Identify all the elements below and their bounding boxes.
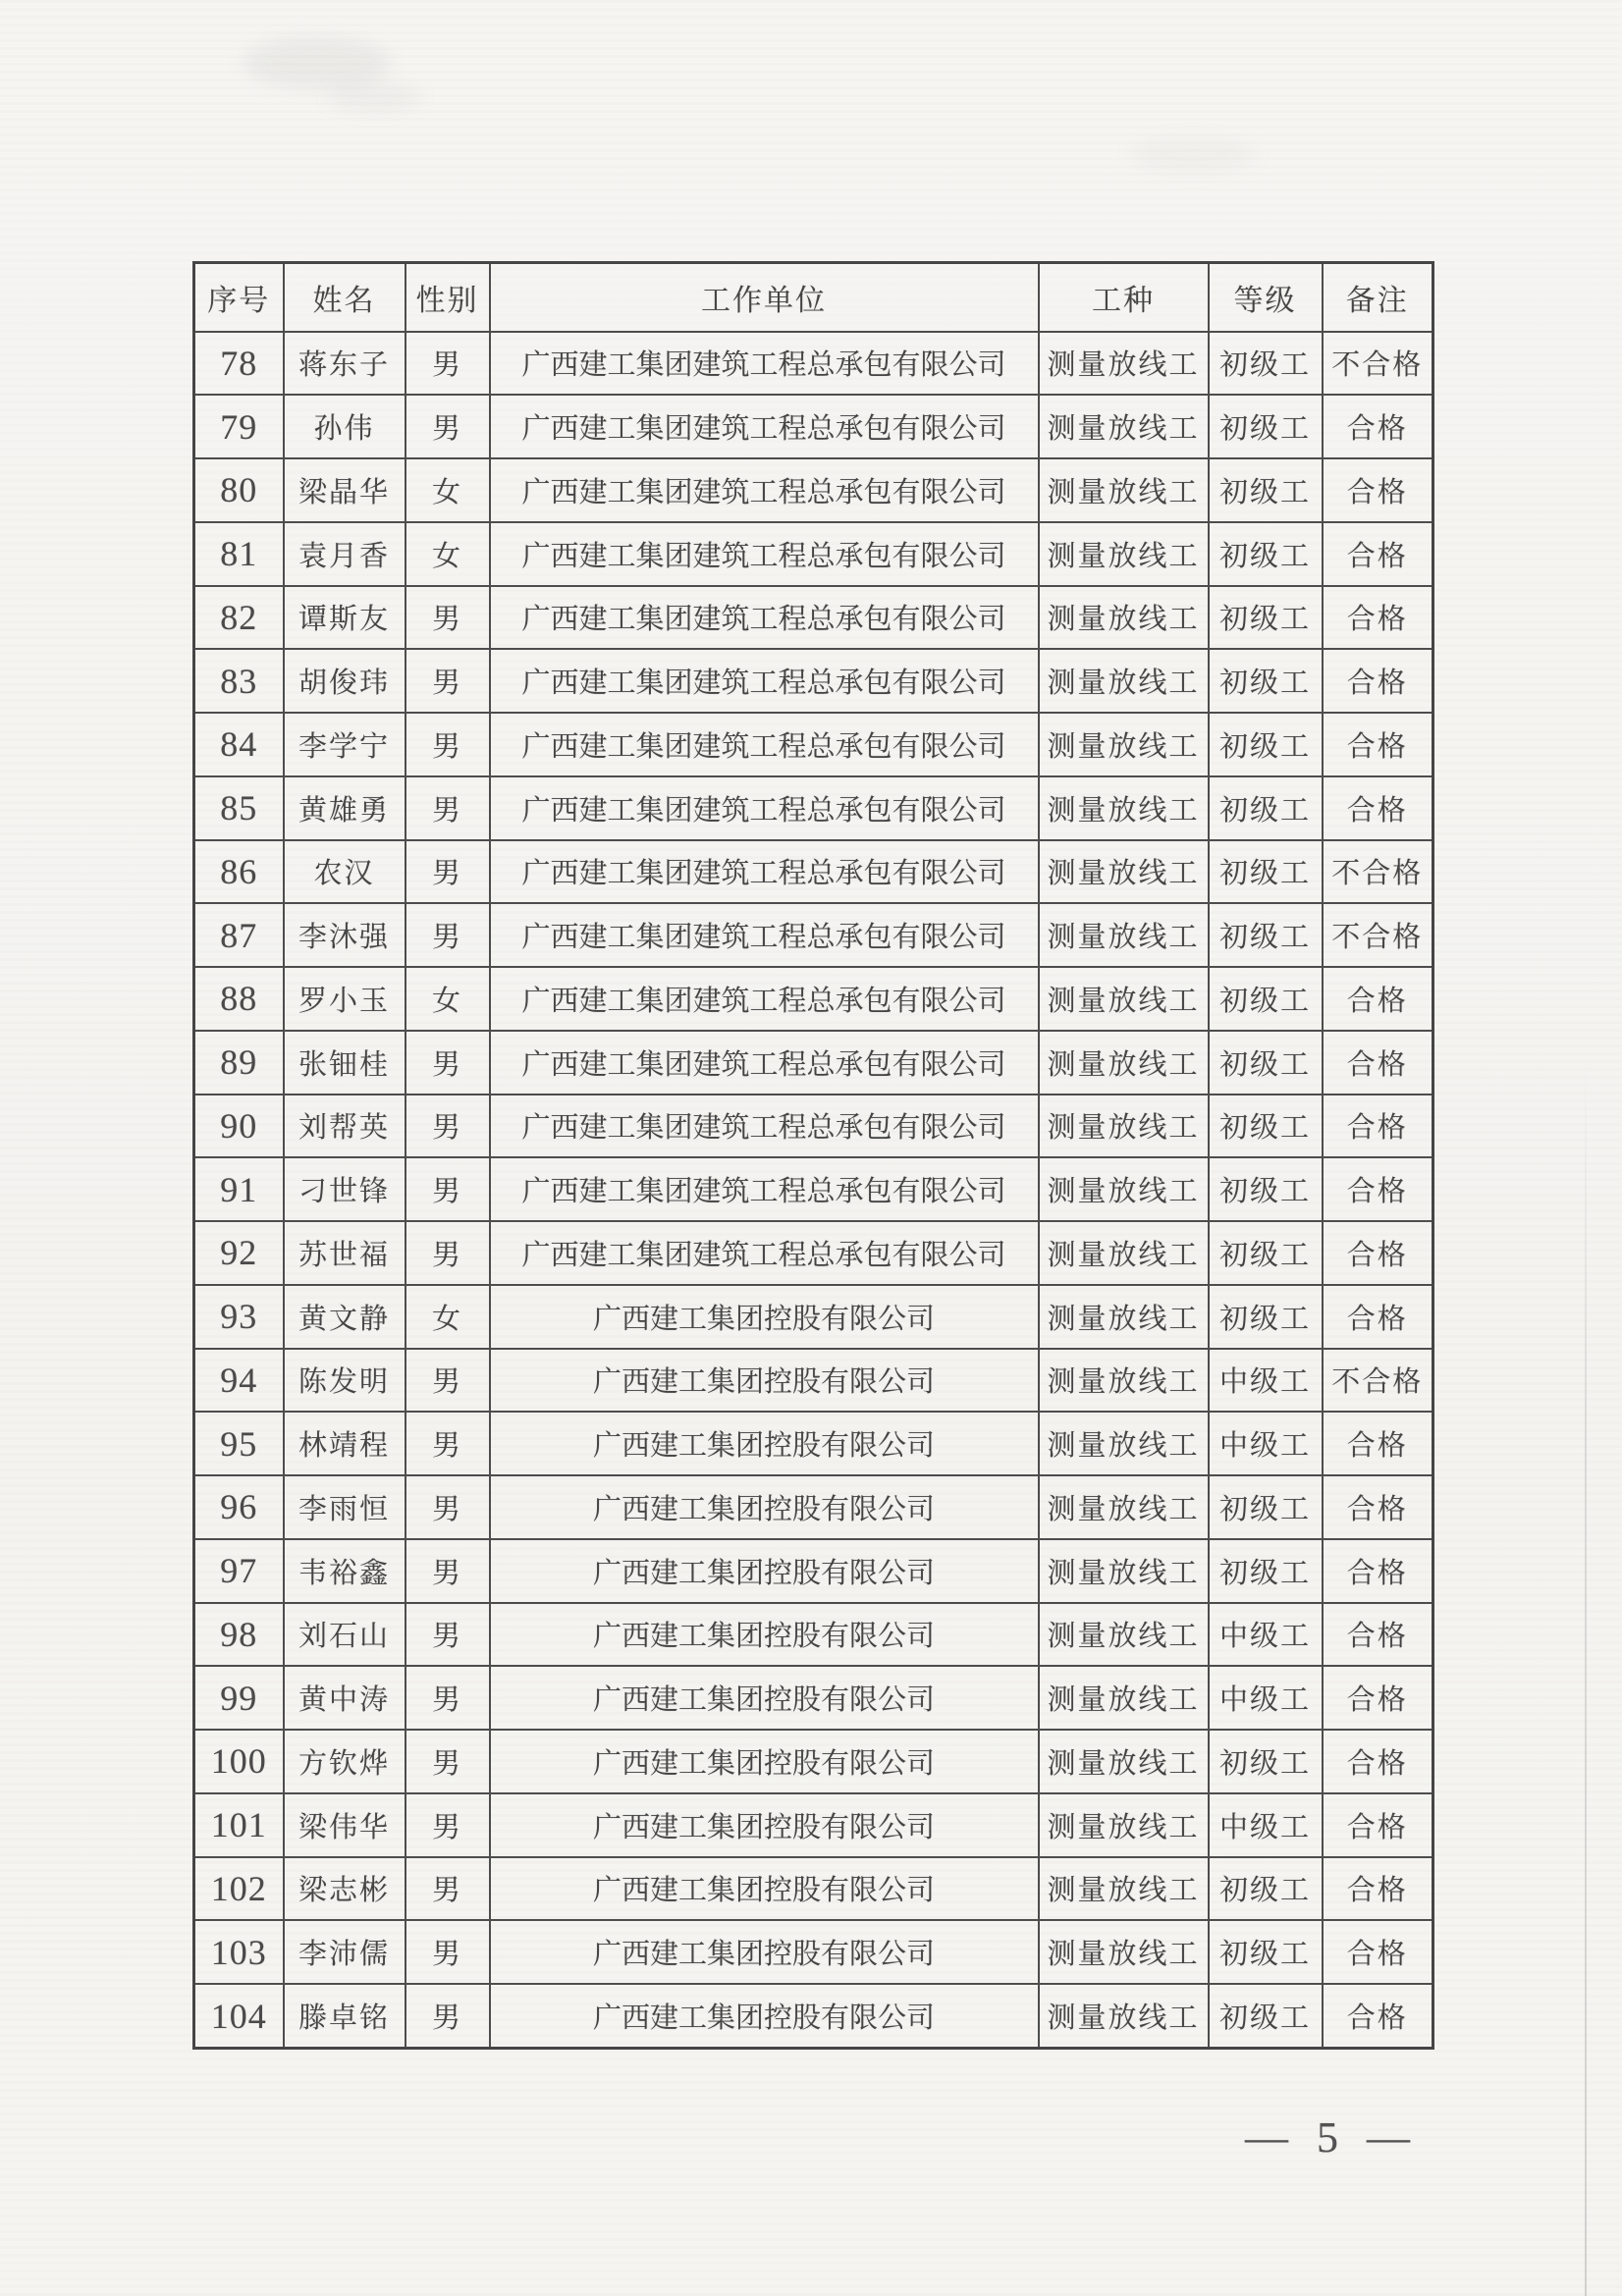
cell-index: 91 bbox=[194, 1157, 284, 1221]
cell-grade: 初级工 bbox=[1209, 1157, 1323, 1221]
cell-grade: 中级工 bbox=[1209, 1666, 1323, 1730]
column-header-gender: 性别 bbox=[406, 263, 490, 332]
table-body bbox=[194, 332, 1433, 2049]
cell-grade: 初级工 bbox=[1209, 1221, 1323, 1285]
cell-gender: 男 bbox=[406, 1412, 490, 1475]
cell-gender: 男 bbox=[406, 1349, 490, 1413]
cell-index: 80 bbox=[194, 458, 284, 522]
cell-remark: 合格 bbox=[1323, 1984, 1433, 2049]
cell-remark: 不合格 bbox=[1323, 903, 1433, 967]
cell-remark: 合格 bbox=[1323, 1285, 1433, 1349]
cell-name: 张钿桂 bbox=[284, 1031, 406, 1095]
certification-results-table bbox=[192, 261, 1434, 2050]
cell-trade: 测量放线工 bbox=[1039, 586, 1209, 650]
cell-index: 103 bbox=[194, 1920, 284, 1984]
cell-grade: 中级工 bbox=[1209, 1603, 1323, 1667]
cell-name: 黄雄勇 bbox=[284, 776, 406, 840]
cell-grade: 初级工 bbox=[1209, 522, 1323, 586]
table-row bbox=[194, 713, 1433, 776]
cell-gender: 男 bbox=[406, 1475, 490, 1539]
cell-grade: 初级工 bbox=[1209, 967, 1323, 1031]
results-table-container bbox=[192, 261, 1432, 2050]
cell-remark: 合格 bbox=[1323, 395, 1433, 458]
cell-trade: 测量放线工 bbox=[1039, 903, 1209, 967]
cell-trade: 测量放线工 bbox=[1039, 840, 1209, 904]
cell-grade: 初级工 bbox=[1209, 903, 1323, 967]
cell-name: 黄文静 bbox=[284, 1285, 406, 1349]
cell-company: 广西建工集团建筑工程总承包有限公司 bbox=[490, 776, 1039, 840]
cell-company: 广西建工集团控股有限公司 bbox=[490, 1285, 1039, 1349]
cell-remark: 合格 bbox=[1323, 458, 1433, 522]
cell-remark: 合格 bbox=[1323, 1730, 1433, 1793]
cell-remark: 不合格 bbox=[1323, 840, 1433, 904]
scan-smudge bbox=[328, 82, 422, 112]
cell-gender: 男 bbox=[406, 332, 490, 396]
cell-grade: 初级工 bbox=[1209, 458, 1323, 522]
cell-name: 李雨恒 bbox=[284, 1475, 406, 1539]
cell-company: 广西建工集团控股有限公司 bbox=[490, 1475, 1039, 1539]
cell-gender: 男 bbox=[406, 1920, 490, 1984]
cell-grade: 中级工 bbox=[1209, 1349, 1323, 1413]
cell-trade: 测量放线工 bbox=[1039, 395, 1209, 458]
cell-name: 农汉 bbox=[284, 840, 406, 904]
cell-trade: 测量放线工 bbox=[1039, 1666, 1209, 1730]
cell-name: 林靖程 bbox=[284, 1412, 406, 1475]
cell-remark: 合格 bbox=[1323, 967, 1433, 1031]
cell-remark: 合格 bbox=[1323, 776, 1433, 840]
cell-index: 104 bbox=[194, 1984, 284, 2049]
cell-name: 黄中涛 bbox=[284, 1666, 406, 1730]
cell-company: 广西建工集团建筑工程总承包有限公司 bbox=[490, 1095, 1039, 1158]
cell-index: 97 bbox=[194, 1539, 284, 1603]
cell-grade: 初级工 bbox=[1209, 1920, 1323, 1984]
cell-trade: 测量放线工 bbox=[1039, 1603, 1209, 1667]
table-row bbox=[194, 1857, 1433, 1921]
cell-gender: 女 bbox=[406, 1285, 490, 1349]
cell-grade: 初级工 bbox=[1209, 332, 1323, 396]
cell-name: 刁世锋 bbox=[284, 1157, 406, 1221]
table-row bbox=[194, 1984, 1433, 2049]
cell-grade: 初级工 bbox=[1209, 1095, 1323, 1158]
cell-gender: 男 bbox=[406, 776, 490, 840]
cell-name: 罗小玉 bbox=[284, 967, 406, 1031]
column-header-remark: 备注 bbox=[1323, 263, 1433, 332]
cell-company: 广西建工集团建筑工程总承包有限公司 bbox=[490, 1031, 1039, 1095]
cell-remark: 合格 bbox=[1323, 522, 1433, 586]
cell-remark: 合格 bbox=[1323, 1539, 1433, 1603]
cell-company: 广西建工集团控股有限公司 bbox=[490, 1730, 1039, 1793]
scan-edge-line bbox=[1585, 1060, 1587, 2296]
cell-name: 梁志彬 bbox=[284, 1857, 406, 1921]
cell-company: 广西建工集团控股有限公司 bbox=[490, 1984, 1039, 2049]
cell-gender: 男 bbox=[406, 649, 490, 713]
cell-index: 94 bbox=[194, 1349, 284, 1413]
table-row bbox=[194, 1920, 1433, 1984]
cell-name: 陈发明 bbox=[284, 1349, 406, 1413]
cell-index: 83 bbox=[194, 649, 284, 713]
cell-remark: 合格 bbox=[1323, 586, 1433, 650]
cell-remark: 合格 bbox=[1323, 713, 1433, 776]
cell-gender: 男 bbox=[406, 1984, 490, 2049]
cell-trade: 测量放线工 bbox=[1039, 1095, 1209, 1158]
cell-trade: 测量放线工 bbox=[1039, 1857, 1209, 1921]
cell-gender: 男 bbox=[406, 586, 490, 650]
cell-company: 广西建工集团控股有限公司 bbox=[490, 1539, 1039, 1603]
scan-smudge bbox=[1129, 137, 1257, 173]
cell-trade: 测量放线工 bbox=[1039, 967, 1209, 1031]
cell-name: 梁晶华 bbox=[284, 458, 406, 522]
cell-index: 82 bbox=[194, 586, 284, 650]
cell-trade: 测量放线工 bbox=[1039, 1793, 1209, 1857]
table-row bbox=[194, 395, 1433, 458]
cell-remark: 合格 bbox=[1323, 1157, 1433, 1221]
cell-company: 广西建工集团建筑工程总承包有限公司 bbox=[490, 903, 1039, 967]
cell-grade: 初级工 bbox=[1209, 840, 1323, 904]
cell-remark: 合格 bbox=[1323, 1475, 1433, 1539]
cell-company: 广西建工集团建筑工程总承包有限公司 bbox=[490, 586, 1039, 650]
cell-name: 谭斯友 bbox=[284, 586, 406, 650]
cell-index: 96 bbox=[194, 1475, 284, 1539]
table-row bbox=[194, 840, 1433, 904]
cell-company: 广西建工集团建筑工程总承包有限公司 bbox=[490, 713, 1039, 776]
column-header-company: 工作单位 bbox=[490, 263, 1039, 332]
cell-name: 李沛儒 bbox=[284, 1920, 406, 1984]
cell-index: 81 bbox=[194, 522, 284, 586]
cell-trade: 测量放线工 bbox=[1039, 1539, 1209, 1603]
table-row bbox=[194, 1730, 1433, 1793]
scan-smudge bbox=[243, 37, 391, 88]
cell-grade: 初级工 bbox=[1209, 586, 1323, 650]
cell-grade: 初级工 bbox=[1209, 713, 1323, 776]
cell-company: 广西建工集团建筑工程总承包有限公司 bbox=[490, 1157, 1039, 1221]
cell-index: 102 bbox=[194, 1857, 284, 1921]
cell-name: 李沐强 bbox=[284, 903, 406, 967]
column-header-grade: 等级 bbox=[1209, 263, 1323, 332]
cell-gender: 男 bbox=[406, 1666, 490, 1730]
cell-gender: 男 bbox=[406, 1603, 490, 1667]
cell-company: 广西建工集团控股有限公司 bbox=[490, 1920, 1039, 1984]
cell-grade: 中级工 bbox=[1209, 1412, 1323, 1475]
cell-trade: 测量放线工 bbox=[1039, 1984, 1209, 2049]
cell-trade: 测量放线工 bbox=[1039, 776, 1209, 840]
cell-index: 78 bbox=[194, 332, 284, 396]
table-row bbox=[194, 1221, 1433, 1285]
cell-gender: 男 bbox=[406, 1793, 490, 1857]
cell-name: 梁伟华 bbox=[284, 1793, 406, 1857]
cell-gender: 女 bbox=[406, 967, 490, 1031]
table-row bbox=[194, 1603, 1433, 1667]
cell-index: 88 bbox=[194, 967, 284, 1031]
page-number: — 5 — bbox=[1245, 2113, 1412, 2162]
table-row bbox=[194, 1095, 1433, 1158]
cell-company: 广西建工集团控股有限公司 bbox=[490, 1349, 1039, 1413]
cell-company: 广西建工集团建筑工程总承包有限公司 bbox=[490, 522, 1039, 586]
table-row bbox=[194, 1475, 1433, 1539]
cell-index: 86 bbox=[194, 840, 284, 904]
cell-trade: 测量放线工 bbox=[1039, 1920, 1209, 1984]
cell-index: 92 bbox=[194, 1221, 284, 1285]
cell-gender: 男 bbox=[406, 1857, 490, 1921]
table-row bbox=[194, 967, 1433, 1031]
cell-gender: 男 bbox=[406, 1031, 490, 1095]
table-row bbox=[194, 649, 1433, 713]
table-row bbox=[194, 1031, 1433, 1095]
cell-name: 滕卓铭 bbox=[284, 1984, 406, 2049]
cell-index: 85 bbox=[194, 776, 284, 840]
cell-trade: 测量放线工 bbox=[1039, 332, 1209, 396]
cell-trade: 测量放线工 bbox=[1039, 1031, 1209, 1095]
cell-grade: 初级工 bbox=[1209, 1031, 1323, 1095]
cell-remark: 合格 bbox=[1323, 1666, 1433, 1730]
table-header-row bbox=[194, 263, 1433, 332]
column-header-trade: 工种 bbox=[1039, 263, 1209, 332]
cell-company: 广西建工集团控股有限公司 bbox=[490, 1603, 1039, 1667]
column-header-name: 姓名 bbox=[284, 263, 406, 332]
cell-index: 98 bbox=[194, 1603, 284, 1667]
cell-remark: 合格 bbox=[1323, 1095, 1433, 1158]
cell-name: 李学宁 bbox=[284, 713, 406, 776]
table-row bbox=[194, 1349, 1433, 1413]
cell-gender: 男 bbox=[406, 1730, 490, 1793]
cell-trade: 测量放线工 bbox=[1039, 1475, 1209, 1539]
cell-name: 孙伟 bbox=[284, 395, 406, 458]
cell-remark: 合格 bbox=[1323, 1793, 1433, 1857]
cell-trade: 测量放线工 bbox=[1039, 649, 1209, 713]
cell-company: 广西建工集团建筑工程总承包有限公司 bbox=[490, 395, 1039, 458]
cell-trade: 测量放线工 bbox=[1039, 713, 1209, 776]
cell-company: 广西建工集团控股有限公司 bbox=[490, 1666, 1039, 1730]
cell-grade: 初级工 bbox=[1209, 1857, 1323, 1921]
cell-gender: 男 bbox=[406, 1095, 490, 1158]
table-row bbox=[194, 586, 1433, 650]
cell-company: 广西建工集团建筑工程总承包有限公司 bbox=[490, 332, 1039, 396]
cell-gender: 男 bbox=[406, 713, 490, 776]
cell-gender: 男 bbox=[406, 1221, 490, 1285]
cell-trade: 测量放线工 bbox=[1039, 522, 1209, 586]
cell-company: 广西建工集团建筑工程总承包有限公司 bbox=[490, 649, 1039, 713]
cell-grade: 初级工 bbox=[1209, 649, 1323, 713]
cell-grade: 中级工 bbox=[1209, 1793, 1323, 1857]
cell-grade: 初级工 bbox=[1209, 395, 1323, 458]
cell-name: 方钦烨 bbox=[284, 1730, 406, 1793]
cell-gender: 女 bbox=[406, 522, 490, 586]
cell-company: 广西建工集团控股有限公司 bbox=[490, 1412, 1039, 1475]
cell-gender: 男 bbox=[406, 1157, 490, 1221]
cell-grade: 初级工 bbox=[1209, 1730, 1323, 1793]
cell-company: 广西建工集团控股有限公司 bbox=[490, 1793, 1039, 1857]
cell-gender: 男 bbox=[406, 840, 490, 904]
cell-name: 袁月香 bbox=[284, 522, 406, 586]
cell-index: 99 bbox=[194, 1666, 284, 1730]
column-header-index: 序号 bbox=[194, 263, 284, 332]
cell-trade: 测量放线工 bbox=[1039, 1412, 1209, 1475]
cell-company: 广西建工集团建筑工程总承包有限公司 bbox=[490, 458, 1039, 522]
cell-name: 刘石山 bbox=[284, 1603, 406, 1667]
table-row bbox=[194, 1285, 1433, 1349]
cell-name: 胡俊玮 bbox=[284, 649, 406, 713]
cell-grade: 初级工 bbox=[1209, 776, 1323, 840]
cell-remark: 合格 bbox=[1323, 1920, 1433, 1984]
cell-name: 韦裕鑫 bbox=[284, 1539, 406, 1603]
cell-index: 95 bbox=[194, 1412, 284, 1475]
table-row bbox=[194, 332, 1433, 396]
cell-index: 84 bbox=[194, 713, 284, 776]
cell-gender: 女 bbox=[406, 458, 490, 522]
cell-name: 苏世福 bbox=[284, 1221, 406, 1285]
cell-trade: 测量放线工 bbox=[1039, 1157, 1209, 1221]
table-row bbox=[194, 1793, 1433, 1857]
cell-trade: 测量放线工 bbox=[1039, 1730, 1209, 1793]
cell-grade: 初级工 bbox=[1209, 1285, 1323, 1349]
cell-grade: 初级工 bbox=[1209, 1475, 1323, 1539]
cell-index: 90 bbox=[194, 1095, 284, 1158]
cell-company: 广西建工集团建筑工程总承包有限公司 bbox=[490, 1221, 1039, 1285]
cell-remark: 不合格 bbox=[1323, 332, 1433, 396]
cell-trade: 测量放线工 bbox=[1039, 1285, 1209, 1349]
cell-remark: 合格 bbox=[1323, 1857, 1433, 1921]
cell-trade: 测量放线工 bbox=[1039, 1221, 1209, 1285]
cell-name: 刘帮英 bbox=[284, 1095, 406, 1158]
cell-company: 广西建工集团建筑工程总承包有限公司 bbox=[490, 967, 1039, 1031]
cell-remark: 合格 bbox=[1323, 1031, 1433, 1095]
cell-trade: 测量放线工 bbox=[1039, 1349, 1209, 1413]
cell-company: 广西建工集团建筑工程总承包有限公司 bbox=[490, 840, 1039, 904]
cell-remark: 合格 bbox=[1323, 1603, 1433, 1667]
cell-gender: 男 bbox=[406, 1539, 490, 1603]
cell-name: 蒋东子 bbox=[284, 332, 406, 396]
cell-index: 101 bbox=[194, 1793, 284, 1857]
cell-remark: 合格 bbox=[1323, 649, 1433, 713]
cell-grade: 初级工 bbox=[1209, 1984, 1323, 2049]
cell-grade: 初级工 bbox=[1209, 1539, 1323, 1603]
cell-company: 广西建工集团控股有限公司 bbox=[490, 1857, 1039, 1921]
table-row bbox=[194, 458, 1433, 522]
cell-index: 79 bbox=[194, 395, 284, 458]
cell-remark: 合格 bbox=[1323, 1221, 1433, 1285]
cell-index: 93 bbox=[194, 1285, 284, 1349]
cell-trade: 测量放线工 bbox=[1039, 458, 1209, 522]
table-row bbox=[194, 903, 1433, 967]
cell-index: 100 bbox=[194, 1730, 284, 1793]
cell-index: 89 bbox=[194, 1031, 284, 1095]
table-row bbox=[194, 522, 1433, 586]
cell-gender: 男 bbox=[406, 395, 490, 458]
cell-index: 87 bbox=[194, 903, 284, 967]
cell-remark: 合格 bbox=[1323, 1412, 1433, 1475]
cell-remark: 不合格 bbox=[1323, 1349, 1433, 1413]
table-row bbox=[194, 1666, 1433, 1730]
table-row bbox=[194, 1539, 1433, 1603]
table-row bbox=[194, 1412, 1433, 1475]
cell-gender: 男 bbox=[406, 903, 490, 967]
table-row bbox=[194, 776, 1433, 840]
table-row bbox=[194, 1157, 1433, 1221]
